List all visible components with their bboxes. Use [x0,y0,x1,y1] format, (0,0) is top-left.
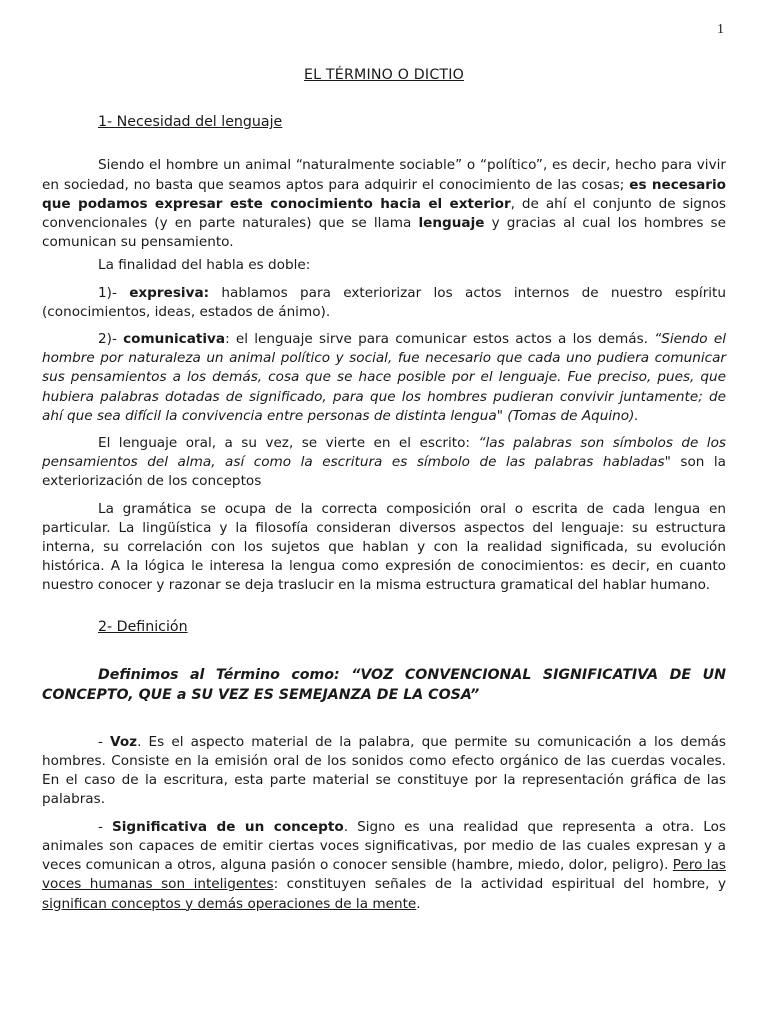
document-title: EL TÉRMINO O DICTIO [303,67,465,83]
p1-text-e: y gracias al cual los hombres se comunican su pensamiento. [42,215,726,251]
paragraph-voz [42,733,726,810]
p5-text-b: son la exteriorización de los conceptos [42,454,726,490]
sig-bold-term: Significativa de un concepto [111,818,344,835]
p1-bold-phrase: es necesario que podamos expresar este conocimiento hacia el exterior [42,176,726,212]
definition-statement: Definimos al Término como: “VOZ CONVENCIONAL SIGNIFICATIVA DE UN CONCEPTO, QUE a SU VEZ ES SEMEJANZA DE LA COSA” [42,666,726,703]
p4-bold-term: comunicativa [123,331,226,348]
sig-dash: - [98,818,112,835]
paragraph-comunicativa [42,330,726,426]
p4-number: 2)- [98,331,124,348]
paragraph-expresiva [42,284,726,322]
p1-text-a: Siendo el hombre un animal “naturalmente sociable” o “político”, es decir, hecho para vivir en sociedad, no basta que seamos aptos para adquirir el conocimiento de las cosas; [42,157,726,193]
paragraph-gramatica: La gramática se ocupa de la correcta composición oral o escrita de cada lengua en particular. La lingüística y la filosofía consideran diversos aspectos del lenguaje: su estructura interna, su correlación con los sujetos que hablan y con la realidad significada, su evolución histórica. A la lógica le interesa la lengua como expresión de conocimientos: es decir, en cuanto nuestro conocer y razonar se deja traslucir en la misma estructura gramatical del hablar humano. [42,500,726,594]
p1-text-c: , de ahí el conjunto de signos convencionales (y en parte naturales) que se llama [42,195,726,232]
paragraph-lenguaje-oral [42,434,726,492]
page-number: 1 [717,22,724,37]
p4-quote: “Siendo el hombre por naturaleza un animal político y social, fue necesario que cada uno pudiera comunicar sus pensamientos a los demás, cosa que se hace posible por el lenguaje. Fue preciso, pues, que hubiera palabras dotadas de significado, para que los hombres pudieran convivir juntamente; de ahí que sea difícil la convivencia entre personas de distinta lengua" (Tomas de Aquino). [42,331,726,424]
p3-text: hablamos para exteriorizar los actos internos de nuestro espíritu (conocimientos, ideas, estados de ánimo). [42,284,727,320]
voz-bold-term: Voz [110,733,138,750]
sig-underline-1: Pero las voces humanas son inteligentes [42,857,726,893]
p3-bold-term: expresiva: [129,284,210,301]
voz-text: . Es el aspecto material de la palabra, que permite su comunicación a los demás hombres. Consiste en la emisión oral de los sonidos como efecto orgánico de las cuerdas vocales. En el caso de la escritura, esta parte material se constituye por la representación gráfica de las palabras. [42,733,726,808]
paragraph-2: La finalidad del habla es doble: [98,257,311,274]
p1-bold-word: lenguaje [418,215,485,232]
p5-quote: “las palabras son símbolos de los pensamientos del alma, así como la escritura es símbolo de las palabras habladas" [42,435,726,471]
section-heading-2: 2- Definición [98,618,188,635]
paragraph-1 [42,156,726,252]
document-body [42,66,726,914]
sig-underline-2: significan conceptos y demás operaciones de la mente [42,895,417,912]
paragraph-significativa [42,818,726,914]
voz-dash: - [98,733,111,750]
sig-text-b: : constituyen señales de la actividad espiritual del hombre, y [273,876,726,893]
sig-text-a: . Signo es una realidad que representa a otra. Los animales son capaces de emitir ciertas voces significativas, por medio de las cuales expresan y a veces comunican a otros, alguna pasión o conocer sensible (hambre, miedo, dolor, peligro). [42,818,726,874]
section-heading-1: 1- Necesidad del lenguaje [98,114,283,131]
p3-number: 1)- [98,284,130,301]
sig-text-c: . [416,895,421,912]
p5-text-a: El lenguaje oral, a su vez, se vierte en el escrito: [98,435,479,452]
p4-text: : el lenguaje sirve para comunicar estos actos a los demás. [225,331,655,348]
